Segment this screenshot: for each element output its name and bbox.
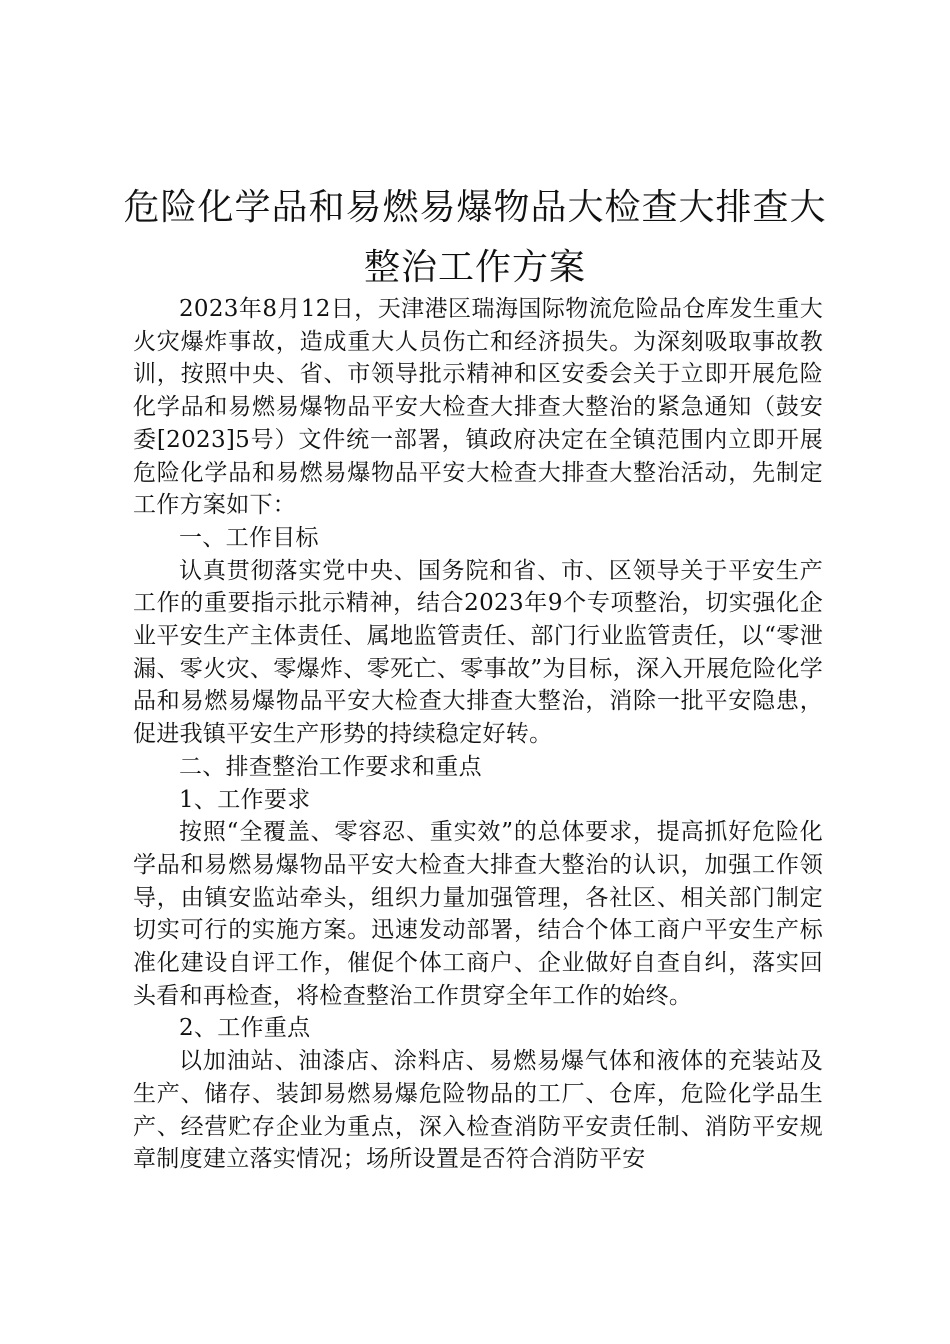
section-1-heading: 一、工作目标 xyxy=(179,524,319,551)
subsection-1-paragraph: 按照“全覆盖、零容忍、重实效”的总体要求，提高抓好危险化学品和易燃易爆物品平安大检查大排查大整治的认识，加强工作领导，由镇安监站牵头，组织力量加强管理，各社区、相关部门制定切实可行的实施方案。迅速发动部署，结合个体工商户平安生产标准化建设自评工作，催促个体工商户、企业做好自查自纠，落实回头看和再检查，将检查整治工作贯穿全年工作的始终。 xyxy=(133,819,823,1009)
document-title-line-1: 危险化学品和易燃易爆物品大检查大排查大 xyxy=(123,187,827,228)
document-title-line-2: 整治工作方案 xyxy=(363,247,586,288)
document-body xyxy=(133,293,823,1176)
section-2-heading: 二、排查整治工作要求和重点 xyxy=(179,753,482,780)
subsection-1-heading: 1、工作要求 xyxy=(179,786,311,813)
subsection-2-paragraph: 以加油站、油漆店、涂料店、易燃易爆气体和液体的充装站及生产、储存、装卸易燃易爆危险物品的工厂、仓库，危险化学品生产、经营贮存企业为重点，深入检查消防平安责任制、消防平安规章制度建立落实情况；场所设置是否符合消防平安 xyxy=(133,1048,823,1173)
section-1-paragraph: 认真贯彻落实党中央、国务院和省、市、区领导关于平安生产工作的重要指示批示精神，结合2023年9个专项整治，切实强化企业平安生产主体责任、属地监管责任、部门行业监管责任，以“零泄漏、零火灾、零爆炸、零死亡、零事故”为目标，深入开展危险化学品和易燃易爆物品平安大检查大排查大整治，消除一批平安隐患，促进我镇平安生产形势的持续稳定好转。 xyxy=(133,557,823,748)
subsection-2-heading: 2、工作重点 xyxy=(179,1015,311,1042)
intro-paragraph: 2023年8月12日，天津港区瑞海国际物流危险品仓库发生重大火灾爆炸事故，造成重大人员伤亡和经济损失。为深刻吸取事故教训，按照中央、省、市领导批示精神和区安委会关于立即开展危险化学品和易燃易爆物品平安大检查大排查大整治的紧急通知（鼓安委[2023]5号）文件统一部署，镇政府决定在全镇范围内立即开展危险化学品和易燃易爆物品平安大检查大排查大整治活动，先制定工作方案如下： xyxy=(133,296,823,519)
